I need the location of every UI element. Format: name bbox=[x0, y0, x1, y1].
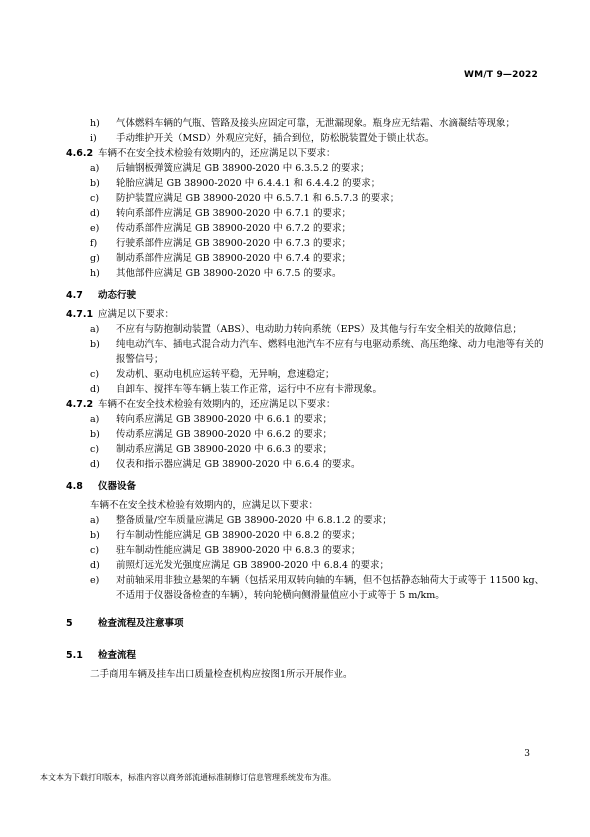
item-marker: a) bbox=[90, 324, 100, 335]
clause-number: 4.7.2 bbox=[66, 399, 94, 410]
item-marker: g) bbox=[90, 253, 100, 264]
section-4-8-list bbox=[66, 513, 552, 603]
list-item bbox=[66, 513, 552, 528]
item-text: 仪表和指示器应满足 GB 38900-2020 中 6.6.4 的要求。 bbox=[116, 459, 361, 470]
clause-4-7-1-list bbox=[66, 322, 552, 397]
clause-4-7-2-list bbox=[66, 412, 552, 472]
page-number: 3 bbox=[524, 749, 530, 759]
clause-number: 4.6.2 bbox=[66, 148, 94, 159]
section-title: 仪器设备 bbox=[98, 481, 137, 492]
list-item bbox=[66, 221, 552, 236]
section-4-8-heading bbox=[66, 479, 552, 494]
list-item bbox=[66, 412, 552, 427]
section-number: 5 bbox=[66, 618, 73, 629]
item-text: 制动系应满足 GB 38900-2020 中 6.6.3 的要求； bbox=[116, 444, 332, 455]
item-text: 气体燃料车辆的气瓶、管路及接头应固定可靠，无泄漏现象。瓶身应无结霜、水滴凝结等现象； bbox=[116, 118, 516, 129]
item-marker: c) bbox=[90, 369, 100, 380]
item-marker: f) bbox=[90, 238, 98, 249]
item-marker: c) bbox=[90, 193, 100, 204]
list-item bbox=[66, 558, 552, 573]
list-item bbox=[66, 543, 552, 558]
clause-4-7-2 bbox=[66, 397, 552, 412]
clause-text: 应满足以下要求： bbox=[98, 309, 175, 320]
section-5-1-heading bbox=[66, 648, 552, 663]
clause-number: 4.7.1 bbox=[66, 309, 94, 320]
item-marker: c) bbox=[90, 545, 100, 556]
list-item bbox=[66, 322, 552, 337]
list-item bbox=[66, 528, 552, 543]
item-marker: a) bbox=[90, 414, 100, 425]
section-number: 4.7 bbox=[66, 290, 83, 301]
section-title: 检查流程及注意事项 bbox=[98, 618, 184, 629]
item-text: 对前轴采用非独立悬架的车辆（包括采用双转向轴的车辆，但不包括静态轴荷大于或等于 11500 kg、不适用于仪器设备检查的车辆），转向轮横向侧滑量值应小于或等于 5 m/km。 bbox=[116, 575, 545, 601]
list-item bbox=[66, 337, 552, 367]
section-title: 动态行驶 bbox=[98, 290, 137, 301]
clause-4-7-1 bbox=[66, 307, 552, 322]
section-4-7-heading bbox=[66, 288, 552, 303]
item-text: 轮胎应满足 GB 38900-2020 中 6.4.4.1 和 6.4.4.2 的要求； bbox=[116, 178, 381, 189]
section-title: 检查流程 bbox=[98, 650, 137, 661]
item-text: 驻车制动性能应满足 GB 38900-2020 中 6.8.3 的要求； bbox=[116, 545, 361, 556]
item-text: 其他部件应满足 GB 38900-2020 中 6.7.5 的要求。 bbox=[116, 268, 342, 279]
list-item bbox=[66, 367, 552, 382]
section-4-8-intro: 车辆不在安全技术检验有效期内的，应满足以下要求： bbox=[90, 500, 319, 511]
list-item bbox=[66, 427, 552, 442]
list-item bbox=[66, 382, 552, 397]
item-text: 传动系应满足 GB 38900-2020 中 6.6.2 的要求； bbox=[116, 429, 332, 440]
list-item bbox=[66, 206, 552, 221]
item-marker: b) bbox=[90, 178, 100, 189]
item-marker: b) bbox=[90, 339, 100, 350]
clause-4-6-2-list bbox=[66, 161, 552, 281]
item-marker: b) bbox=[90, 530, 100, 541]
item-text: 传动系部件应满足 GB 38900-2020 中 6.7.2 的要求； bbox=[116, 223, 351, 234]
item-text: 制动系部件应满足 GB 38900-2020 中 6.7.4 的要求； bbox=[116, 253, 351, 264]
item-marker: b) bbox=[90, 429, 100, 440]
item-marker: d) bbox=[90, 208, 100, 219]
list-item bbox=[66, 161, 552, 176]
item-marker: h) bbox=[90, 268, 100, 279]
item-marker: a) bbox=[90, 515, 100, 526]
item-marker: d) bbox=[90, 459, 100, 470]
list-item bbox=[66, 573, 552, 603]
item-text: 发动机、驱动电机应运转平稳，无异响，怠速稳定； bbox=[116, 369, 335, 380]
item-marker: d) bbox=[90, 384, 100, 395]
item-text: 整备质量/空车质量应满足 GB 38900-2020 中 6.8.1.2 的要求； bbox=[116, 515, 392, 526]
list-item bbox=[66, 442, 552, 457]
document-body bbox=[66, 116, 552, 682]
item-text: 转向系应满足 GB 38900-2020 中 6.6.1 的要求； bbox=[116, 414, 332, 425]
item-text: 不应有与防抱制动装置（ABS）、电动助力转向系统（EPS）及其他与行车安全相关的故障信息； bbox=[116, 324, 522, 335]
section-5-heading bbox=[66, 616, 552, 631]
item-text: 防护装置应满足 GB 38900-2020 中 6.5.7.1 和 6.5.7.3 的要求； bbox=[116, 193, 400, 204]
list-item bbox=[66, 116, 552, 131]
list-item bbox=[66, 266, 552, 281]
item-text: 行车制动性能应满足 GB 38900-2020 中 6.8.2 的要求； bbox=[116, 530, 361, 541]
item-text: 前照灯远光发光强度应满足 GB 38900-2020 中 6.8.4 的要求； bbox=[116, 560, 389, 571]
section-5-1-text: 二手商用车辆及挂车出口质量检查机构应按图1所示开展作业。 bbox=[90, 669, 353, 680]
list-item bbox=[66, 251, 552, 266]
item-text: 行驶系部件应满足 GB 38900-2020 中 6.7.3 的要求； bbox=[116, 238, 351, 249]
clause-text: 车辆不在安全技术检验有效期内的，还应满足以下要求： bbox=[98, 399, 336, 410]
footer-note: 本文本为下载打印版本，标准内容以商务部流通标准制修订信息管理系统发布为准。 bbox=[40, 773, 336, 782]
item-marker: h) bbox=[90, 118, 100, 129]
list-item bbox=[66, 131, 552, 146]
section-number: 4.8 bbox=[66, 481, 83, 492]
list-item bbox=[66, 176, 552, 191]
item-marker: c) bbox=[90, 444, 100, 455]
clause-text: 车辆不在安全技术检验有效期内的，还应满足以下要求： bbox=[98, 148, 336, 159]
item-marker: e) bbox=[90, 223, 100, 234]
list-item bbox=[66, 191, 552, 206]
item-text: 转向系部件应满足 GB 38900-2020 中 6.7.1 的要求； bbox=[116, 208, 351, 219]
list-item bbox=[66, 236, 552, 251]
item-marker: a) bbox=[90, 163, 100, 174]
item-marker: e) bbox=[90, 575, 100, 586]
document-code: WM/T 9—2022 bbox=[464, 70, 538, 80]
clause-4-6-2 bbox=[66, 146, 552, 161]
section-number: 5.1 bbox=[66, 650, 83, 661]
item-text: 手动维护开关（MSD）外观应完好，插合到位，防松脱装置处于锁止状态。 bbox=[116, 133, 435, 144]
item-marker: d) bbox=[90, 560, 100, 571]
list-item bbox=[66, 457, 552, 472]
item-text: 纯电动汽车、插电式混合动力汽车、燃料电池汽车不应有与电驱动系统、高压绝缘、动力电池等有关的报警信号； bbox=[116, 339, 544, 365]
item-text: 自卸车、搅拌车等车辆上装工作正常，运行中不应有卡滞现象。 bbox=[116, 384, 383, 395]
item-text: 后轴钢板弹簧应满足 GB 38900-2020 中 6.3.5.2 的要求； bbox=[116, 163, 370, 174]
item-marker: i) bbox=[90, 133, 97, 144]
